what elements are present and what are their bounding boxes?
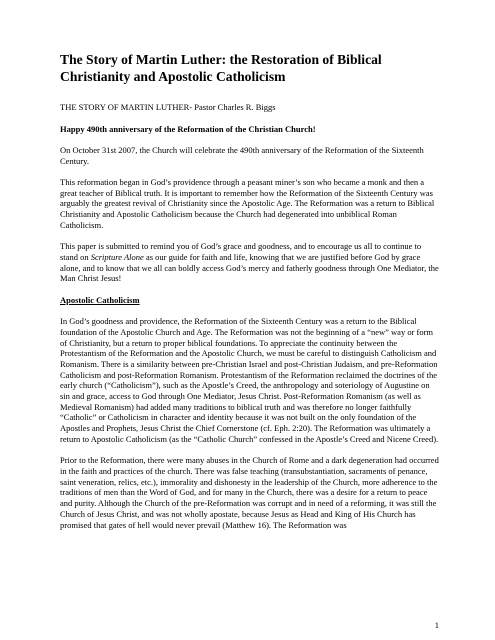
byline: THE STORY OF MARTIN LUTHER- Pastor Charles R. Biggs xyxy=(60,102,276,113)
paragraph-5: Prior to the Reformation, there were many abuses in the Church of Rome and a dark degeneration had occurred in the faith and practices of the church. There was false teaching (transubstantiation, sacraments of penance, saint veneration, relics, etc.), immorality and dishonesty in the leadership of the Church, more adherence to the traditions of men than the Word of God, and for many in the Church, there was a desire for a return to peace and purity. Although the Church of the pre-Reformation was corrupt and in need of a reforming, it was still the Church of Jesus Christ, and was not wholly apostate, because Jesus as Head and King of His Church has promised that gates of hell would never prevail (Matthew 16). The Reformation was xyxy=(60,455,439,530)
paragraph-3-text-a: This paper is submitted to remind you of God’s grace and goodness, and to encourage us all to continue to stand on xyxy=(60,241,422,262)
paragraph-3 xyxy=(60,241,439,284)
section-heading: Apostolic Catholicism xyxy=(60,294,140,305)
document-title: The Story of Martin Luther: the Restoration of Biblical Christianity and Apostolic Catholicism xyxy=(60,52,382,84)
paragraph-2: This reformation began in God’s providence through a peasant miner’s son who became a monk and then a great teacher of Biblical truth. It is important to remember how the Reformation of the Sixteenth Century was arguably the greatest revival of Christianity since the Apostolic Age. The Reformation was a return to Biblical Christianity and Apostolic Catholicism because the Church had degenerated into unbiblical Roman Catholicism. xyxy=(60,177,435,230)
paragraph-4: In God’s goodness and providence, the Reformation of the Sixteenth Century was a return to the Biblical foundation of the Apostolic Church and Age. The Reformation was not the beginning of a “new” way or form of Christianity, but a return to proper biblical foundations. To appreciate the continuity between the Protestantism of the Reformation and the Apostolic Church, we must be careful to distinguish Catholicism and Romanism. There is a similarity between pre-Christian Israel and post-Christian Judaism, and pre-Reformation Catholicism and post-Reformation Romanism. Protestantism of the Reformation reclaimed the doctrines of the early church (“Catholicism”), such as the Apostle’s Creed, the anthropology and soteriology of Augustine on sin and grace, access to God through One Mediator, Jesus Christ. Post-Reformation Romanism (as well as Medieval Romanism) had added many traditions to biblical truth and was therefore no longer faithfully “Catholic” or Catholicism in character and identity because it was not built on the only foundation of the Apostles and Prophets, Jesus Christ the Chief Cornerstone (cf. Eph. 2:20). The Reformation was ultimately a return to Apostolic Catholicism (as the “Catholic Church” confessed in the Apostle’s Creed and Nicene Creed). xyxy=(60,316,439,444)
anniversary-line: Happy 490th anniversary of the Reformation of the Christian Church! xyxy=(60,123,316,134)
paragraph-1: On October 31st 2007, the Church will celebrate the 490th anniversary of the Reformation of the Sixteenth Century. xyxy=(60,144,424,166)
page-number: 1 xyxy=(434,620,439,630)
paragraph-3-text-b: as our guide for faith and life, knowing that we are justified before God by grace alone, and to know that we all can boldly access God’s mercy and fatherly goodness through One Mediator, the Man Christ Jesus! xyxy=(60,251,439,284)
scripture-alone-emphasis: Scripture Alone xyxy=(90,251,144,262)
